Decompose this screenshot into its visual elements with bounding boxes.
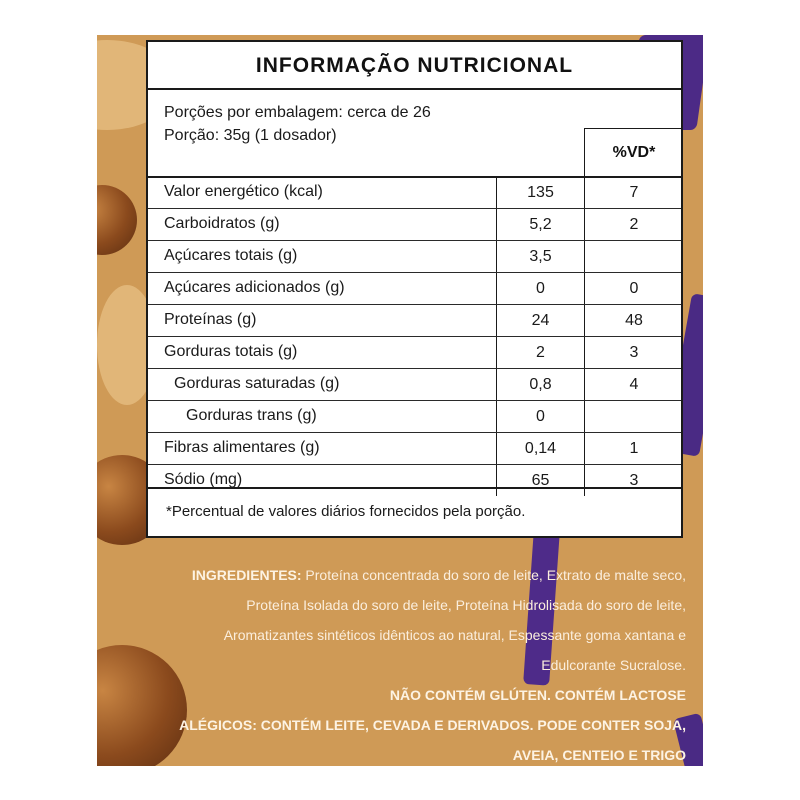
nutrient-label: Sódio (mg) <box>164 471 243 488</box>
nutrient-quantity: 3,5 <box>496 241 584 272</box>
vd-footnote: *Percentual de valores diários fornecidos pela porção. <box>166 503 526 520</box>
nutrient-label: Gorduras saturadas (g) <box>174 375 340 392</box>
nutrient-vd: 4 <box>584 369 683 400</box>
nutrient-label: Carboidratos (g) <box>164 215 280 232</box>
nutrient-quantity: 24 <box>496 305 584 336</box>
nutrient-vd: 2 <box>584 209 683 240</box>
nutrition-table <box>148 177 681 496</box>
ingredients-line <box>100 560 686 590</box>
nutrient-vd: 1 <box>584 433 683 464</box>
vd-column-header: %VD* <box>584 128 683 177</box>
nutrition-title: INFORMAÇÃO NUTRICIONAL <box>255 54 574 77</box>
nutrition-facts-panel <box>146 40 683 538</box>
ingredients-line: Aromatizantes sintéticos idênticos ao natural, Espessante goma xantana e <box>223 627 686 643</box>
nutrient-vd: 7 <box>584 177 683 208</box>
nutrient-quantity: 0,8 <box>496 369 584 400</box>
nutrient-label: Gorduras trans (g) <box>186 407 317 424</box>
nutrient-quantity: 135 <box>496 177 584 208</box>
title-divider <box>148 88 681 90</box>
allergens-notice: AVEIA, CENTEIO E TRIGO <box>512 747 686 763</box>
nutrient-row <box>148 273 681 305</box>
ingredients-block <box>100 560 686 770</box>
nutrient-row <box>148 401 681 433</box>
nutrient-quantity: 0 <box>496 401 584 432</box>
nutrient-label: Gorduras totais (g) <box>164 343 298 360</box>
cereal-ball-image <box>97 185 137 255</box>
nutrient-row <box>148 177 681 209</box>
nutrient-vd: 48 <box>584 305 683 336</box>
nutrient-row <box>148 369 681 401</box>
ingredients-line: Edulcorante Sucralose. <box>541 657 686 673</box>
nutrient-row <box>148 241 681 273</box>
table-bottom-divider <box>148 487 681 489</box>
nutrient-label: Açúcares totais (g) <box>164 247 298 264</box>
nutrient-label: Açúcares adicionados (g) <box>164 279 345 296</box>
ingredients-heading: INGREDIENTES: <box>191 567 302 583</box>
nutrient-quantity: 0,14 <box>496 433 584 464</box>
nutrient-row <box>148 465 681 496</box>
allergens-notice: ALÉGICOS: CONTÉM LEITE, CEVADA E DERIVADOS. PODE CONTER SOJA, <box>179 717 686 733</box>
ingredients-line: Proteína Isolada do soro de leite, Proteína Hidrolisada do soro de leite, <box>246 597 686 613</box>
nutrient-label: Proteínas (g) <box>164 311 257 328</box>
gluten-lactose-notice: NÃO CONTÉM GLÚTEN. CONTÉM LACTOSE <box>389 687 686 703</box>
nutrient-vd: 3 <box>584 337 683 368</box>
nutrient-vd: 3 <box>584 465 683 496</box>
nutrient-quantity: 5,2 <box>496 209 584 240</box>
nutrient-quantity: 0 <box>496 273 584 304</box>
nutrient-vd <box>584 401 683 432</box>
nutrient-vd <box>584 241 683 272</box>
nutrient-quantity: 65 <box>496 465 584 496</box>
nutrient-row <box>148 305 681 337</box>
nutrient-vd: 0 <box>584 273 683 304</box>
servings-per-package: Porções por embalagem: cerca de 26 <box>164 104 431 121</box>
serving-size: Porção: 35g (1 dosador) <box>164 127 337 144</box>
ingredients-text: Proteína concentrada do soro de leite, Extrato de malte seco, <box>301 567 686 583</box>
nutrient-quantity: 2 <box>496 337 584 368</box>
nutrient-row <box>148 209 681 241</box>
nutrient-label: Valor energético (kcal) <box>164 183 323 200</box>
nutrient-row <box>148 433 681 465</box>
nutrient-label: Fibras alimentares (g) <box>164 439 320 456</box>
nutrient-row <box>148 337 681 369</box>
